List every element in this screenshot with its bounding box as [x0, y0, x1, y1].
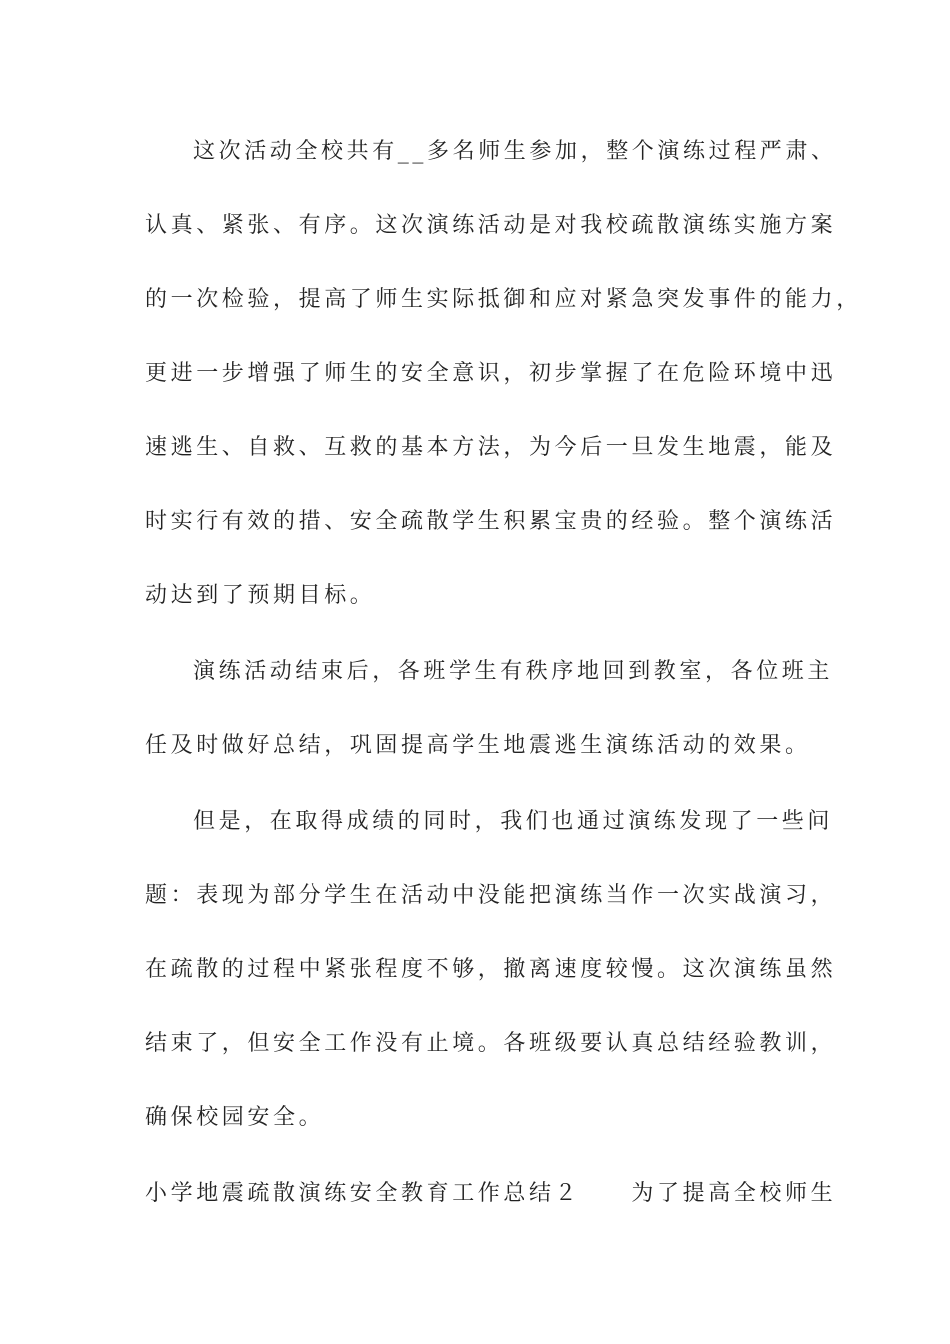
text-line: 结束了，但安全工作没有止境。各班级要认真总结经验教训，	[145, 1031, 837, 1056]
section-heading-line: 小学地震疏散演练安全教育工作总结２ 为了提高全校师生	[145, 1181, 837, 1206]
text-line: 的一次检验，提高了师生实际抵御和应对紧急突发事件的能力，	[145, 287, 862, 312]
text-line: 时实行有效的措、安全疏散学生积累宝贵的经验。整个演练活	[145, 509, 837, 534]
text-line: 任及时做好总结，巩固提高学生地震逃生演练活动的效果。	[145, 733, 811, 758]
text-line: 动达到了预期目标。	[145, 583, 376, 608]
text-line: 速逃生、自救、互救的基本方法，为今后一旦发生地震，能及	[145, 435, 837, 460]
text-line: 更进一步增强了师生的安全意识，初步掌握了在危险环境中迅	[145, 361, 837, 386]
text-line: 这次活动全校共有__多名师生参加，整个演练过程严肃、	[193, 139, 837, 164]
text-line: 但是，在取得成绩的同时，我们也通过演练发现了一些问	[193, 809, 834, 834]
text-line: 认真、紧张、有序。这次演练活动是对我校疏散演练实施方案	[145, 213, 837, 238]
text-line: 题：表现为部分学生在活动中没能把演练当作一次实战演习，	[145, 883, 837, 908]
text-line: 在疏散的过程中紧张程度不够，撤离速度较慢。这次演练虽然	[145, 957, 837, 982]
text-line: 确保校园安全。	[145, 1105, 325, 1130]
text-line: 演练活动结束后，各班学生有秩序地回到教室，各位班主	[193, 659, 834, 684]
